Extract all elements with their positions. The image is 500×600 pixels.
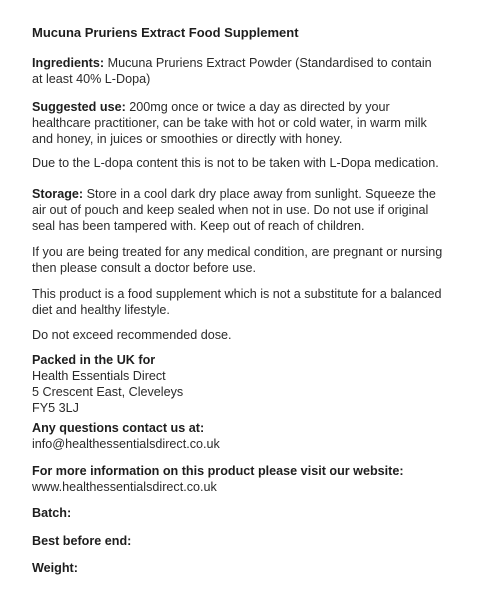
storage-line-3: seal has been tampered with. Keep out of reach of children.	[32, 219, 365, 233]
suggested-use-label: Suggested use:	[32, 100, 126, 114]
suggested-use-line-1: 200mg once or twice a day as directed by your	[129, 100, 390, 114]
ingredients-text-line-2: at least 40% L-Dopa)	[32, 72, 151, 86]
supplement-note	[32, 286, 470, 318]
ingredients-section	[32, 55, 470, 87]
best-before-field-label: Best before end:	[32, 534, 132, 548]
storage-section	[32, 186, 470, 234]
storage-label: Storage:	[32, 187, 84, 201]
packer-address	[32, 352, 470, 416]
contact-section	[32, 420, 470, 452]
product-title: Mucuna Pruriens Extract Food Supplement	[32, 25, 299, 40]
ingredients-label: Ingredients:	[32, 56, 105, 70]
street-address: 5 Crescent East, Cleveleys	[32, 385, 184, 399]
suggested-use-line-3: and honey, in juices or smoothies or directly with honey.	[32, 132, 343, 146]
ingredients-text-line-1: Mucuna Pruriens Extract Powder (Standardised to contain	[107, 56, 432, 70]
batch-field-label: Batch:	[32, 506, 72, 520]
dopa-warning: Due to the L-dopa content this is not to be taken with L-Dopa medication.	[32, 156, 439, 170]
contact-email-link[interactable]: info@healthessentialsdirect.co.uk	[32, 437, 220, 451]
suggested-use-line-2: healthcare practitioner, can be take with hot or cold water, in warm milk	[32, 116, 427, 130]
storage-line-2: air out of pouch and keep sealed when not in use. Do not use if original	[32, 203, 429, 217]
contact-label: Any questions contact us at:	[32, 421, 205, 435]
company-name: Health Essentials Direct	[32, 369, 166, 383]
weight-field-label: Weight:	[32, 561, 78, 575]
medical-notice-line-2: then please consult a doctor before use.	[32, 261, 257, 275]
medical-notice	[32, 244, 470, 276]
website-link[interactable]: www.healthessentialsdirect.co.uk	[32, 480, 217, 494]
supplement-note-line-1: This product is a food supplement which is not a substitute for a balanced	[32, 287, 442, 301]
website-label: For more information on this product please visit our website:	[32, 464, 404, 478]
website-section	[32, 463, 470, 495]
storage-line-1: Store in a cool dark dry place away from sunlight. Squeeze the	[86, 187, 436, 201]
medical-notice-line-1: If you are being treated for any medical condition, are pregnant or nursing	[32, 245, 443, 259]
suggested-use-section	[32, 99, 470, 147]
postcode: FY5 3LJ	[32, 401, 79, 415]
supplement-note-line-2: diet and healthy lifestyle.	[32, 303, 170, 317]
dose-warning: Do not exceed recommended dose.	[32, 328, 232, 342]
packed-label: Packed in the UK for	[32, 353, 156, 367]
